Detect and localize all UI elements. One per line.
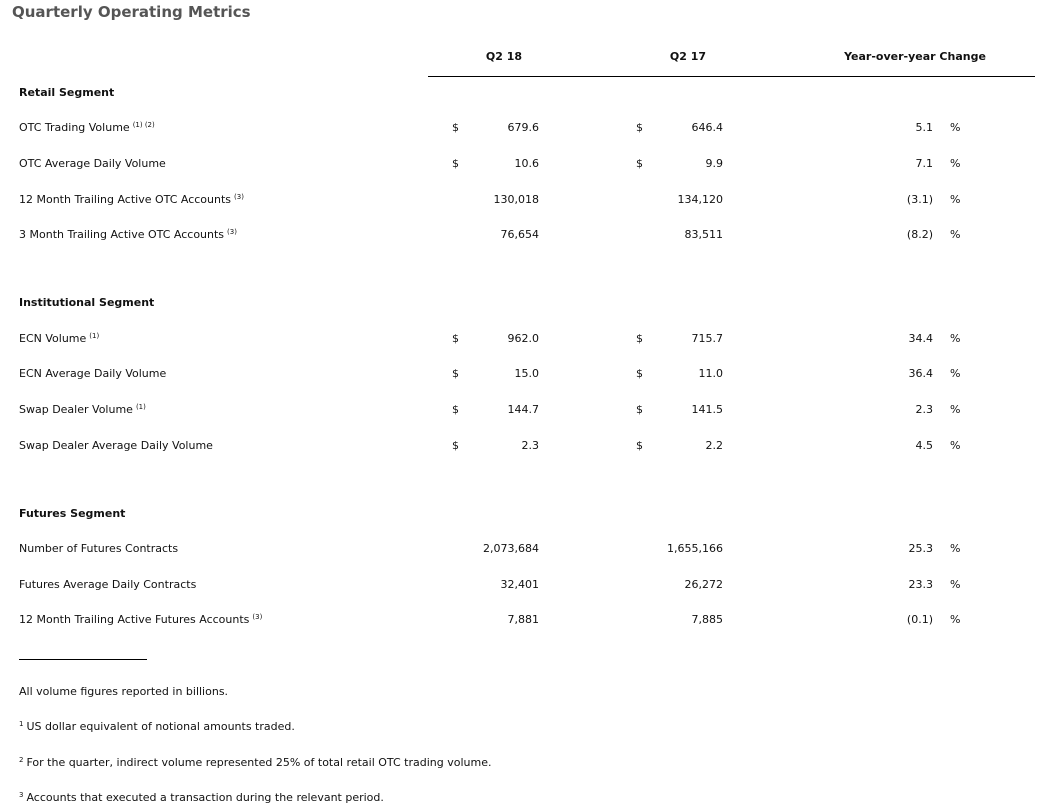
value-q2-18: 679.6 (507, 121, 539, 134)
value-yoy: (0.1) (906, 613, 933, 626)
currency-symbol: $ (636, 439, 643, 452)
value-yoy: (8.2) (906, 228, 933, 241)
value-q2-18: 2.3 (521, 439, 539, 452)
value-q2-18: 144.7 (507, 403, 539, 416)
currency-symbol: $ (452, 439, 459, 452)
value-q2-17: 2.2 (705, 439, 723, 452)
percent-symbol: % (950, 578, 961, 591)
footnote-3: $^3$ Accounts that executed a transaction during the relevant period. (19, 791, 384, 804)
row-label-12m-trailing-active-otc-accounts: 12 Month Trailing Active OTC Accounts $^{(3)}$ (19, 193, 244, 206)
percent-symbol: % (950, 121, 961, 134)
value-q2-17: 715.7 (691, 332, 723, 345)
value-q2-18: 7,881 (507, 613, 539, 626)
currency-symbol: $ (636, 367, 643, 380)
row-label-swap-dealer-average-daily-volume: Swap Dealer Average Daily Volume (19, 439, 213, 452)
footnote-units: All volume figures reported in billions. (19, 685, 229, 698)
currency-symbol: $ (636, 121, 643, 134)
row-label-3m-trailing-active-otc-accounts: 3 Month Trailing Active OTC Accounts $^{(3)}$ (19, 228, 237, 241)
row-label-ecn-average-daily-volume: ECN Average Daily Volume (19, 367, 167, 380)
value-yoy: 5.1 (915, 121, 933, 134)
value-yoy: 23.3 (908, 578, 933, 591)
value-q2-18: 10.6 (514, 157, 539, 170)
row-label-otc-average-daily-volume: OTC Average Daily Volume (19, 157, 166, 170)
page-title: Quarterly Operating Metrics (12, 3, 251, 21)
value-q2-17: 11.0 (698, 367, 723, 380)
value-yoy: (3.1) (906, 193, 933, 206)
value-q2-17: 9.9 (705, 157, 723, 170)
column-header-q2-18: Q2 18 (485, 50, 523, 63)
percent-symbol: % (950, 613, 961, 626)
currency-symbol: $ (636, 332, 643, 345)
row-label-futures-average-daily-contracts: Futures Average Daily Contracts (19, 578, 197, 591)
value-q2-18: 76,654 (500, 228, 539, 241)
row-label-number-of-futures-contracts: Number of Futures Contracts (19, 542, 179, 555)
currency-symbol: $ (452, 403, 459, 416)
value-yoy: 36.4 (908, 367, 933, 380)
value-q2-17: 134,120 (677, 193, 723, 206)
percent-symbol: % (950, 157, 961, 170)
value-yoy: 4.5 (915, 439, 933, 452)
value-yoy: 7.1 (915, 157, 933, 170)
percent-symbol: % (950, 403, 961, 416)
currency-symbol: $ (452, 157, 459, 170)
value-yoy: 2.3 (915, 403, 933, 416)
footnote-divider (19, 659, 147, 660)
value-q2-18: 2,073,684 (483, 542, 539, 555)
column-header-yoy-change: Year-over-year Change (844, 50, 986, 63)
currency-symbol: $ (452, 121, 459, 134)
value-q2-18: 15.0 (514, 367, 539, 380)
value-q2-18: 32,401 (500, 578, 539, 591)
currency-symbol: $ (452, 367, 459, 380)
row-label-otc-trading-volume: OTC Trading Volume $^{(1) (2)}$ (19, 121, 155, 134)
value-q2-17: 1,655,166 (667, 542, 723, 555)
footnote-2: $^2$ For the quarter, indirect volume represented 25% of total retail OTC trading volume. (19, 756, 492, 769)
row-label-swap-dealer-volume: Swap Dealer Volume $^{(1)}$ (19, 403, 146, 416)
value-yoy: 34.4 (908, 332, 933, 345)
segment-heading-retail: Retail Segment (19, 86, 115, 99)
percent-symbol: % (950, 228, 961, 241)
value-q2-17: 7,885 (691, 613, 723, 626)
percent-symbol: % (950, 332, 961, 345)
currency-symbol: $ (636, 157, 643, 170)
row-label-12m-trailing-active-futures-accounts: 12 Month Trailing Active Futures Accounts $^{(3)}$ (19, 613, 263, 626)
value-q2-17: 141.5 (691, 403, 723, 416)
row-label-ecn-volume: ECN Volume $^{(1)}$ (19, 332, 100, 345)
percent-symbol: % (950, 193, 961, 206)
percent-symbol: % (950, 542, 961, 555)
value-q2-17: 26,272 (684, 578, 723, 591)
currency-symbol: $ (452, 332, 459, 345)
value-q2-17: 646.4 (691, 121, 723, 134)
column-header-q2-17: Q2 17 (669, 50, 707, 63)
segment-heading-institutional: Institutional Segment (19, 296, 155, 309)
value-q2-18: 962.0 (507, 332, 539, 345)
footnote-1: $^1$ US dollar equivalent of notional amounts traded. (19, 720, 295, 733)
segment-heading-futures: Futures Segment (19, 507, 126, 520)
percent-symbol: % (950, 367, 961, 380)
value-yoy: 25.3 (908, 542, 933, 555)
value-q2-18: 130,018 (493, 193, 539, 206)
currency-symbol: $ (636, 403, 643, 416)
percent-symbol: % (950, 439, 961, 452)
value-q2-17: 83,511 (684, 228, 723, 241)
header-rule (428, 76, 1035, 77)
